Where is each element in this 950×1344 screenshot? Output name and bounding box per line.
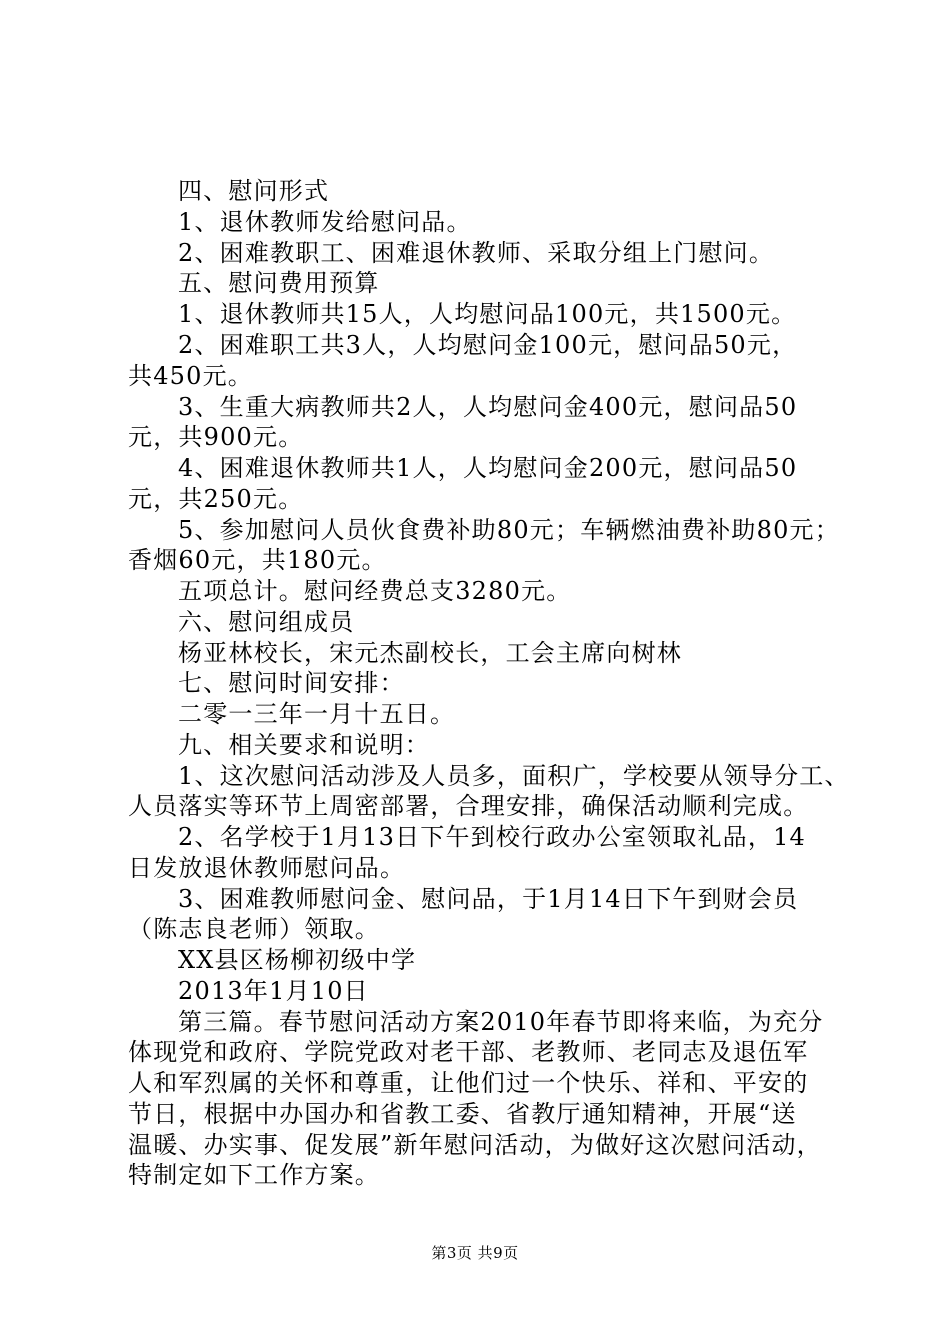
signature-date: 2013年1月10日	[178, 977, 369, 1005]
signature-school: XX县区杨柳初级中学	[178, 946, 417, 974]
paragraph-line: 1、这次慰问活动涉及人员多，面积广，学校要从领导分工、	[178, 762, 850, 790]
paragraph-line: 第三篇。春节慰问活动方案2010年春节即将来临，为充分	[178, 1008, 824, 1036]
paragraph-line: 元，共250元。	[128, 485, 304, 513]
paragraph-line: 2、困难职工共3人，人均慰问金100元，慰问品50元，	[178, 331, 798, 359]
paragraph-line: 5、参加慰问人员伙食费补助80元；车辆燃油费补助80元；	[178, 516, 840, 544]
paragraph-line: 温暖、办实事、促发展”新年慰问活动，为做好这次慰问活动，	[128, 1131, 822, 1159]
paragraph-line: 体现党和政府、学院党政对老干部、老教师、老同志及退伍军	[128, 1038, 809, 1066]
paragraph-line: 五项总计。慰问经费总支3280元。	[178, 577, 572, 605]
paragraph-line: 元，共900元。	[128, 423, 304, 451]
section-heading-members: 六、慰问组成员	[178, 608, 355, 636]
paragraph-line: 二零一三年一月十五日。	[178, 700, 456, 728]
paragraph-line: 人员落实等环节上周密部署，合理安排，确保活动顺利完成。	[128, 792, 809, 820]
paragraph-line: 人和军烈属的关怀和尊重，让他们过一个快乐、祥和、平安的	[128, 1069, 809, 1097]
section-heading-requirements: 九、相关要求和说明：	[178, 731, 430, 759]
paragraph-line: 2、困难教职工、困难退休教师、采取分组上门慰问。	[178, 239, 775, 267]
paragraph-line: 香烟60元，共180元。	[128, 546, 387, 574]
paragraph-line: （陈志良老师）领取。	[128, 915, 380, 943]
paragraph-line: 杨亚林校长，宋元杰副校长，工会主席向树林	[178, 639, 682, 667]
paragraph-line: 共450元。	[128, 362, 254, 390]
paragraph-line: 日发放退休教师慰问品。	[128, 854, 406, 882]
paragraph-line: 1、退休教师共15人，人均慰问品100元，共1500元。	[178, 300, 797, 328]
paragraph-line: 1、退休教师发给慰问品。	[178, 208, 472, 236]
section-heading-budget: 五、慰问费用预算	[178, 269, 380, 297]
paragraph-line: 特制定如下工作方案。	[128, 1161, 380, 1189]
paragraph-line: 3、困难教师慰问金、慰问品，于1月14日下午到财会员	[178, 885, 799, 913]
page-number-footer: 第3页 共9页	[431, 1244, 519, 1262]
section-heading-form: 四、慰问形式	[178, 177, 330, 205]
paragraph-line: 4、困难退休教师共1人，人均慰问金200元，慰问品50	[178, 454, 798, 482]
paragraph-line: 节日，根据中办国办和省教工委、省教厅通知精神，开展“送	[128, 1100, 797, 1128]
section-heading-schedule: 七、慰问时间安排：	[178, 669, 405, 697]
paragraph-line: 2、名学校于1月13日下午到校行政办公室领取礼品，14	[178, 823, 807, 851]
paragraph-line: 3、生重大病教师共2人，人均慰问金400元，慰问品50	[178, 393, 798, 421]
